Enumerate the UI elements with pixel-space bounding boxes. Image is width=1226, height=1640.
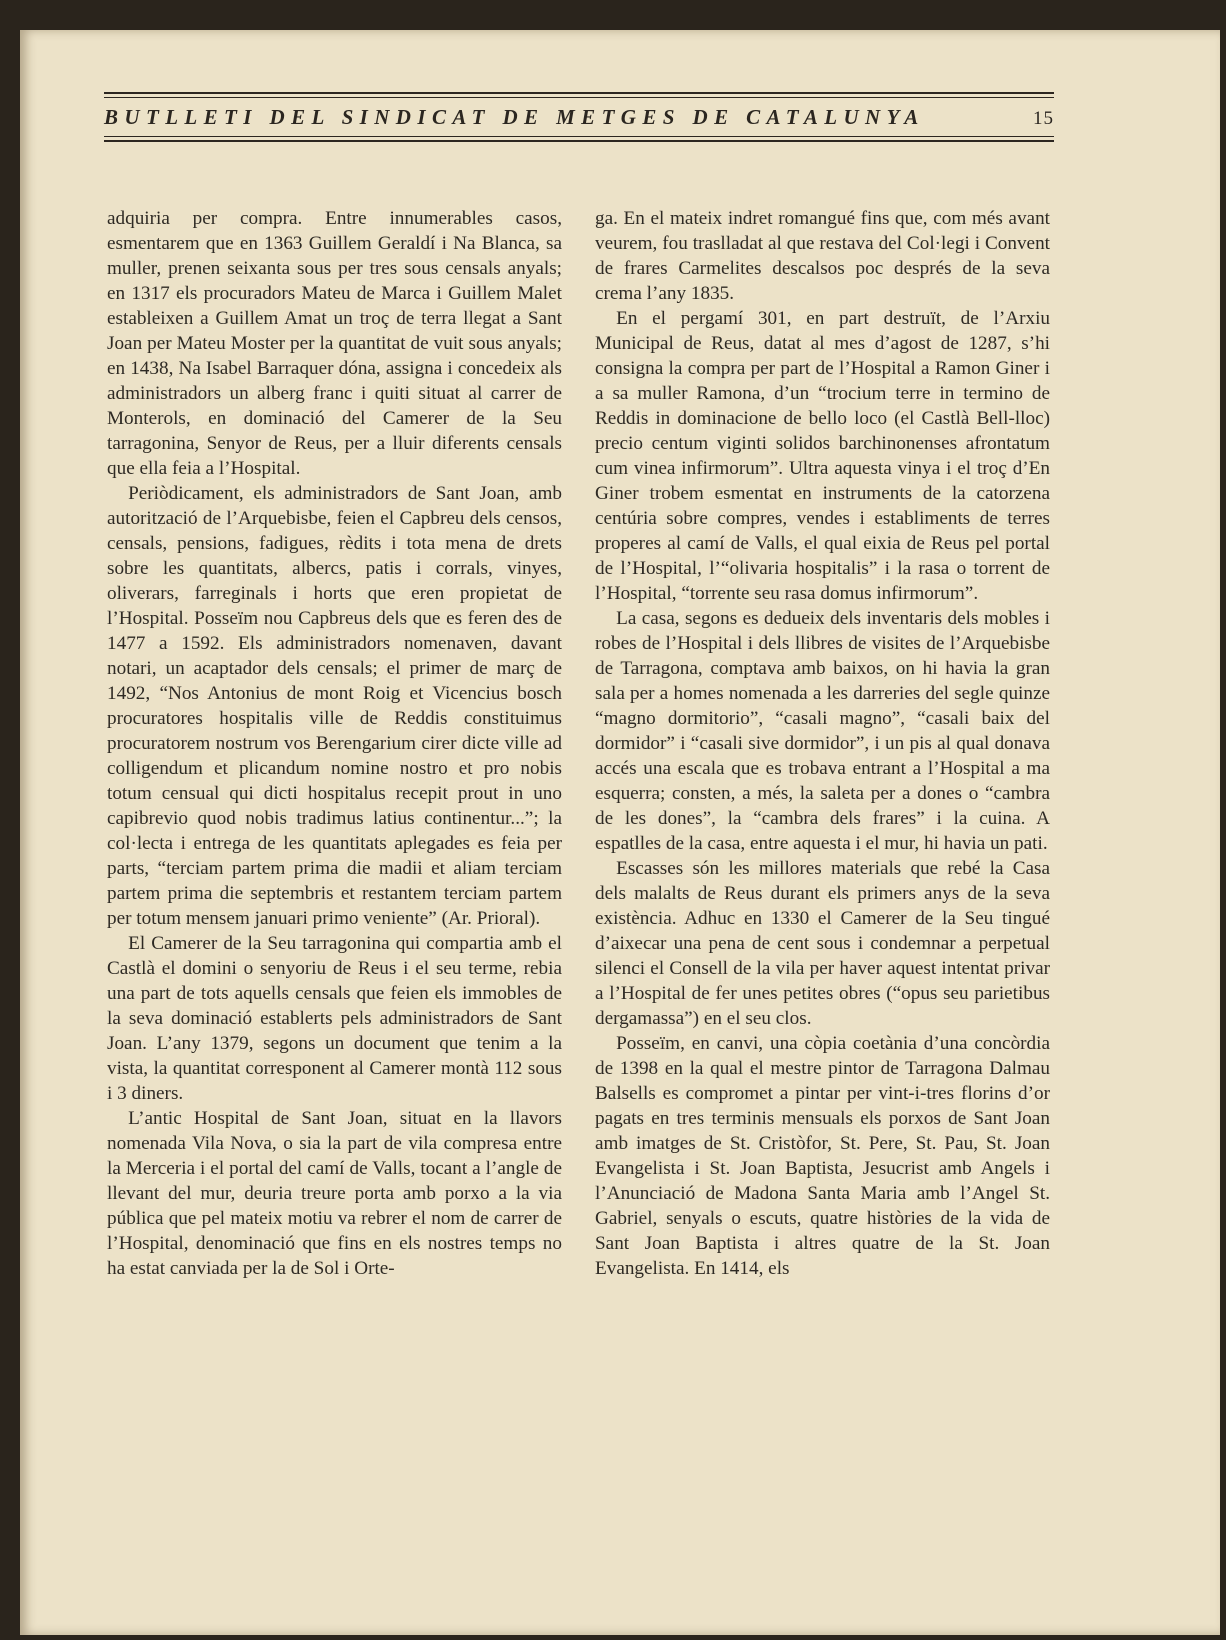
paragraph: Periòdicament, els administradors de Sant Joan, amb autorització de l’Arquebisbe, feien el Capbreu dels censos, censals, pensions, fadigues, rèdits i tota mena de drets sobre les quantitats, albercs, patis i corrals, vinyes, oliverars, farreginals i horts que eren propietat de l’Hospital. Posseïm nou Capbreus dels que es feren des de 1477 a 1592. Els administradors nomenaven, davant notari, un acaptador dels censals; el primer de març de 1492, “Nos Antonius de mont Roig et Vicencius bosch procuratores hospitalis ville de Reddis constituimus procuratorem nostrum vos Berengarium cirer dicte ville ad colligendum et plicandum nomine nostro et pro nobis totum censual qui dicti hospitalus recepit prout in uno capibrevio quod nobis tradimus latius continentur...”; la col·lecta i entrega de les quantitats aplegades es feia per parts, “terciam partem prima die madii et aliam terciam partem prima die septembris et restantem terciam partem per totum mensem januari primo veniente” (Ar. Prioral). xyxy=(107,483,562,929)
running-head-line xyxy=(104,103,1054,131)
paragraph: En el pergamí 301, en part destruït, de l’Arxiu Municipal de Reus, datat al mes d’agost de 1287, s’hi consigna la compra per part de l’Hospital a Ramon Giner i a sa muller Ramona, d’un “trocium terre in termino de Reddis in dominacione de bello loco (el Castlà Bell-lloc) precio centum viginti solidos barchinonenses afrontatum cum vinea infirmorum”. Ultra aquesta vinya i el troç d’En Giner trobem esmentat en instruments de la catorzena centúria sobre compres, vendes i establiments de terres properes al camí de Valls, el qual eixia de Reus pel portal de l’Hospital, l’“olivaria hospitalis” i la rasa o torrent de l’Hospital, “torrente seu rasa domus infirmorum”. xyxy=(595,308,1050,604)
left-column xyxy=(107,206,562,1281)
header-rule-bottom xyxy=(104,136,1054,142)
page-number: 15 xyxy=(1033,108,1054,129)
journal-title: BUTLLETI DEL SINDICAT DE METGES DE CATALUNYA xyxy=(104,105,925,129)
running-header xyxy=(104,92,1054,142)
paragraph: El Camerer de la Seu tarragonina qui compartia amb el Castlà el domini o senyoriu de Reus i el seu terme, rebia una part de tots aquells censals que feien els immobles de la seva dominació establerts pels administradors de Sant Joan. L’any 1379, segons un document que tenim a la vista, la quantitat corresponent al Camerer montà 112 sous i 3 diners. xyxy=(107,933,562,1104)
paragraph: La casa, segons es dedueix dels inventaris dels mobles i robes de l’Hospital i dels llibres de visites de l’Arquebisbe de Tarragona, comptava amb baixos, on hi havia la gran sala per a homes nomenada a les darreries del segle quinze “magno dormitorio”, “casali magno”, “casali baix del dormidor” i “casali sive dormidor”, i un pis al qual donava accés una escala que es trobava entrant a l’Hospital a ma esquerra; consten, a més, la saleta per a dones o “cambra de les dones”, la “cambra dels frares” i la cuina. A espatlles de la casa, entre aquesta i el mur, hi havia un pati. xyxy=(595,608,1050,854)
paragraph: adquiria per compra. Entre innumerables casos, esmentarem que en 1363 Guillem Geraldí i Na Blanca, sa muller, prenen seixanta sous per tres sous censals anyals; en 1317 els procuradors Mateu de Marca i Guillem Malet estableixen a Guillem Amat un troç de terra llegat a Sant Joan per Mateu Moster per la quantitat de vuit sous anyals; en 1438, Na Isabel Barraquer dóna, assigna i concedeix als administradors un alberg franc i quiti situat al carrer de Monterols, en dominació del Camerer de la Seu tarragonina, Senyor de Reus, per a lluir diferents censals que ella feia a l’Hospital. xyxy=(107,208,562,479)
header-rule-top xyxy=(104,92,1054,98)
paragraph: ga. En el mateix indret romangué fins que, com més avant veurem, fou traslladat al que restava del Col·legi i Convent de frares Carmelites descalsos poc després de la seva crema l’any 1835. xyxy=(595,208,1050,304)
paragraph: L’antic Hospital de Sant Joan, situat en la llavors nomenada Vila Nova, o sia la part de vila compresa entre la Merceria i el portal del camí de Valls, tocant a l’angle de llevant del mur, deuria treure porta amb porxo a la via pública que pel mateix motiu va rebrer el nom de carrer de l’Hospital, denominació que fins en els nostres temps no ha estat canviada per la de Sol i Orte- xyxy=(107,1108,562,1279)
right-column xyxy=(595,206,1050,1281)
paragraph: Escasses són les millores materials que rebé la Casa dels malalts de Reus durant els primers anys de la seva existència. Adhuc en 1330 el Camerer de la Seu tingué d’aixecar una pena de cent sous i condemnar a perpetual silenci el Consell de la vila per haver aquest intentat privar a l’Hospital de fer unes petites obres (“opus seu parietibus dergamassa”) en el seu clos. xyxy=(595,858,1050,1029)
paragraph: Posseïm, en canvi, una còpia coetània d’una concòrdia de 1398 en la qual el mestre pintor de Tarragona Dalmau Balsells es compromet a pintar per vint-i-tres florins d’or pagats en tres terminis mensuals els porxos de Sant Joan amb imatges de St. Cristòfor, St. Pere, St. Pau, St. Joan Evangelista i St. Joan Baptista, Jesucrist amb Angels i l’Anunciació de Madona Santa Maria amb l’Angel St. Gabriel, senyals o escuts, quatre històries de la vida de Sant Joan Baptista i altres quatre de la St. Joan Evangelista. En 1414, els xyxy=(595,1033,1050,1279)
